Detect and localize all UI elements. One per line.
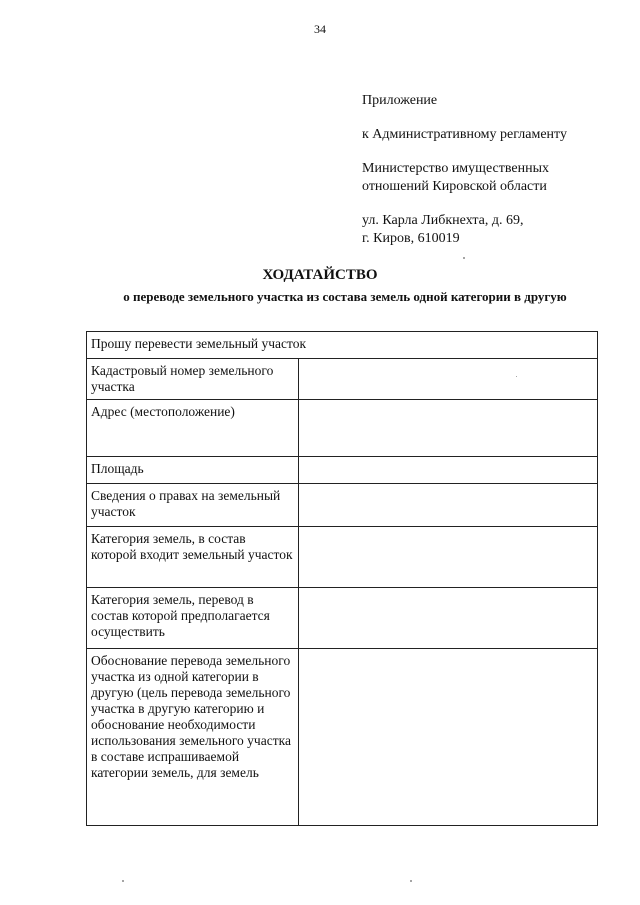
current-category-field[interactable] xyxy=(299,527,598,588)
rights-info-field[interactable] xyxy=(299,484,598,527)
street-address: ул. Карла Либкнехта, д. 69, xyxy=(362,213,524,228)
area-label: Площадь xyxy=(87,457,299,484)
target-category-field[interactable] xyxy=(299,588,598,649)
page-number: 34 xyxy=(314,22,326,36)
justification-field[interactable] xyxy=(299,649,598,826)
table-header-row xyxy=(87,332,598,359)
cadastral-number-field[interactable] xyxy=(299,359,598,400)
target-category-label: Категория земель, перевод в состав которой предполагается осуществить xyxy=(87,588,299,649)
area-field[interactable] xyxy=(299,457,598,484)
scan-speck xyxy=(122,880,124,882)
scan-speck xyxy=(516,376,517,377)
table-header-cell: Прошу перевести земельный участок xyxy=(87,332,598,359)
address-field[interactable] xyxy=(299,400,598,457)
table-row xyxy=(87,400,598,457)
ministry-name-line2: отношений Кировской области xyxy=(362,179,547,194)
table-row xyxy=(87,359,598,400)
scan-speck xyxy=(463,257,465,259)
scan-speck xyxy=(410,880,412,882)
petition-form-table xyxy=(86,331,598,826)
table-row xyxy=(87,588,598,649)
rights-info-label: Сведения о правах на земельный участок xyxy=(87,484,299,527)
current-category-label: Категория земель, в состав которой входит земельный участок xyxy=(87,527,299,588)
document-title: ХОДАТАЙСТВО xyxy=(262,267,378,283)
addressee-block xyxy=(362,92,622,248)
justification-label: Обоснование перевода земельного участка из одной категории в другую (цель перевода земельного участка в другую категорию и обоснование необходимости использования земельного участка в составе испрашиваемой категории земель, для земель xyxy=(87,649,299,826)
address-label: Адрес (местоположение) xyxy=(87,400,299,457)
appendix-label: Приложение xyxy=(362,93,438,108)
table-row xyxy=(87,484,598,527)
document-subtitle: о переводе земельного участка из состава земель одной категории в другую xyxy=(123,289,567,304)
cadastral-number-label: Кадастровый номер земельного участка xyxy=(87,359,299,400)
ministry-name-line1: Министерство имущественных xyxy=(362,161,549,176)
regulation-reference: к Административному регламенту xyxy=(362,127,567,142)
table-row xyxy=(87,457,598,484)
table-row xyxy=(87,527,598,588)
city-postcode: г. Киров, 610019 xyxy=(362,231,460,246)
table-row xyxy=(87,649,598,826)
